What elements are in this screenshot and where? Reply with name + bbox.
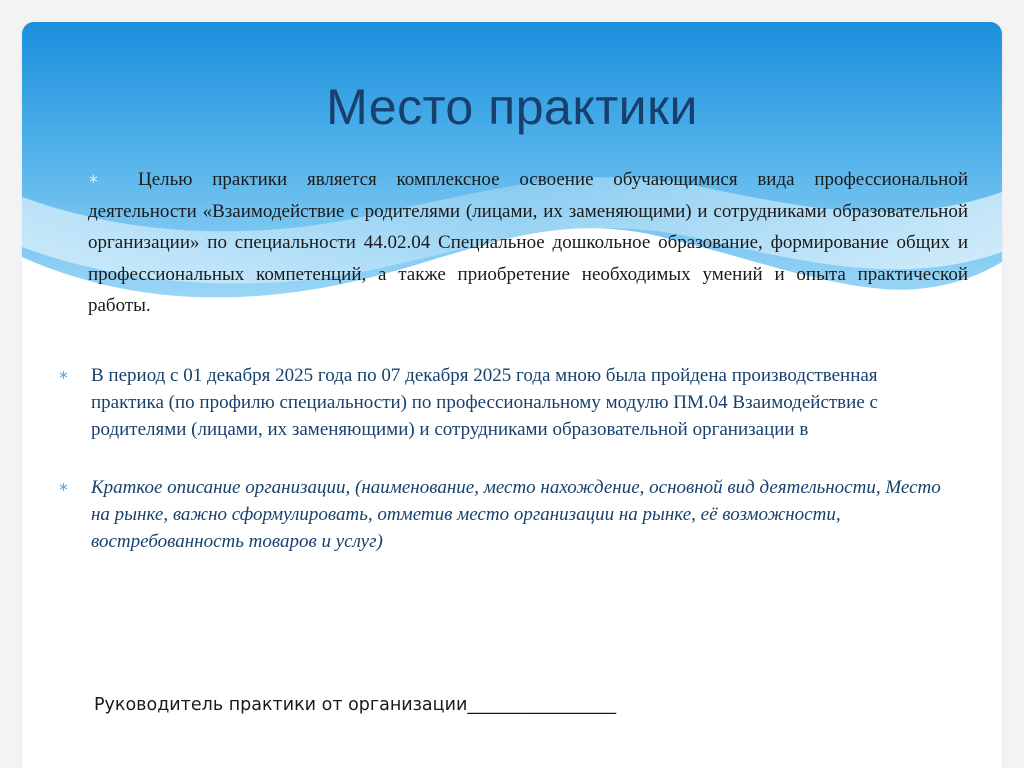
bullet-icon: ∗ [58, 480, 69, 495]
bullet-item-period [58, 362, 918, 443]
bullet-item-purpose [88, 164, 968, 322]
bullet-icon: ∗ [58, 368, 69, 383]
signature-label: Руководитель практики от организации [94, 695, 468, 715]
bullet-text-organization: Краткое описание организации, (наименование, место нахождение, основной вид деятельности, Место на рынке, важно сформулировать, отметив место организации на рынке, её возможности, востребованность товаров и услуг) [91, 477, 941, 552]
signature-blank: _________________ [467, 695, 617, 715]
signature-line [94, 695, 616, 715]
slide [22, 22, 1002, 768]
bullet-text-purpose: Целью практики является комплексное освоение обучающимися вида профессиональной деятельности «Взаимодействие с родителями (лицами, их заменяющими) и сотрудниками образовательной организации» по специальности 44.02.04 Специальное дошкольное образование, формирование общих и профессиональных компетенций, а также приобретение необходимых умений и опыта практической работы. [88, 169, 968, 316]
bullet-text-period: В период с 01 декабря 2025 года по 07 декабря 2025 года мною была пройдена производственная практика (по профилю специальности) по профессиональному модулю ПМ.04 Взаимодействие с родителями (лицами, их заменяющими) и сотрудниками образовательной организации в [91, 365, 878, 440]
bullet-item-organization [58, 474, 958, 555]
bullet-icon: ∗ [88, 172, 99, 187]
slide-title: Место практики [326, 79, 698, 135]
